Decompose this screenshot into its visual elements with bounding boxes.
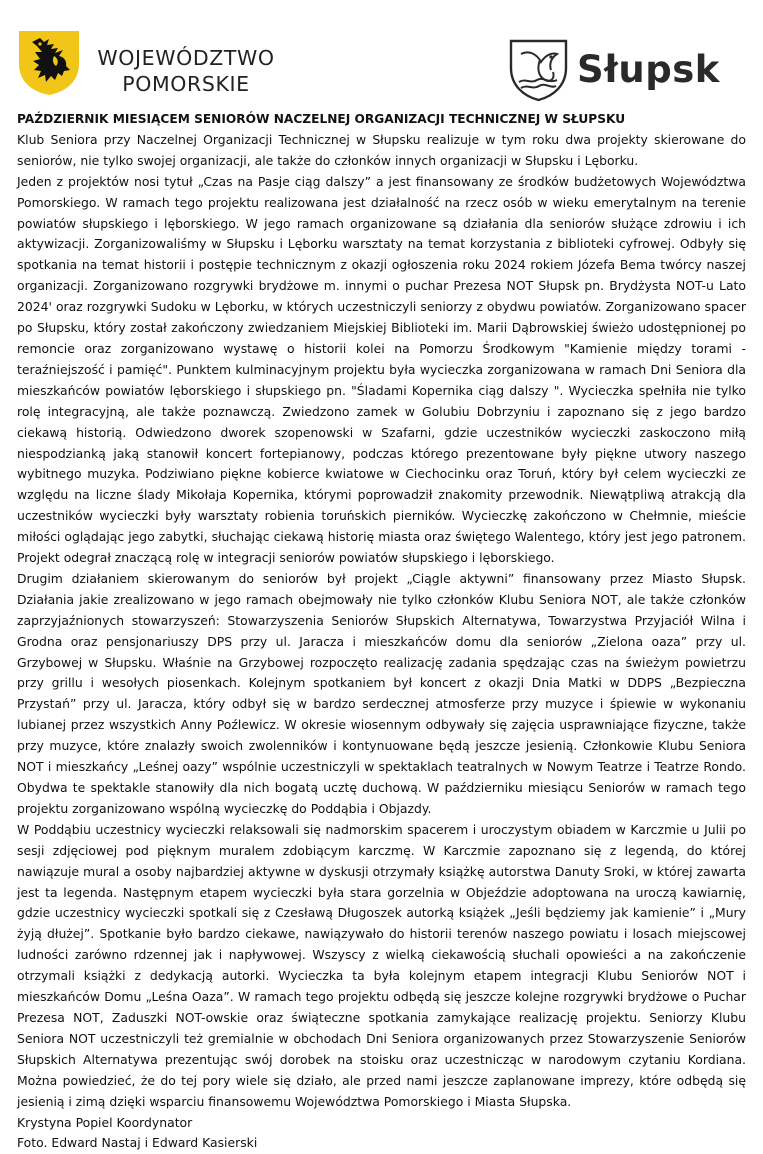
article-signature: Krystyna Popiel Koordynator [17, 1114, 193, 1130]
page-header [0, 0, 763, 108]
article-paragraph-4: W Poddąbiu uczestnicy wycieczki relaksowali się nadmorskim spacerem i uroczystym obiadem w Karczmie u Julii po sesji zdjęciowej pod pięknym muralem zdobiącym karczmę. W Karczmie zapoznano się z legendą, do której nawiązuje mural a osoby najbardziej aktywne w dyskusji otrzymały książkę autorstwa Danuty Sroki, w której zawarta jest ta legenda. Następnym etapem wycieczki była stara gorzelnia w Objeździe adoptowana na uroczą kawiarnię, gdzie uczestnicy wycieczki spotkali się z Czesławą Długoszek autorką książek „Jeśli będziemy jak kamienie” i „Mury żyją dłużej”. Spotkanie było bardzo ciekawe, nawiązywało do historii terenów naszego powiatu i losach miejscowej ludności zarówno rdzennej jak i napływowej. Wszyscy z wielką ciekawością słuchali opowieści a na zakończenie otrzymali książki z dedykacją autorki. Wycieczka ta była kolejnym etapem integracji Klubu Seniorów NOT i mieszkańców Domu „Leśna Oaza”. W ramach tego projektu odbędą się jeszcze kolejne rozgrywki brydżowe o Puchar Prezesa NOT, Zaduszki NOT-owskie oraz świąteczne spotkania zamykające realizację projektu. Seniorzy Klubu Seniora NOT uczestniczyli też gremialnie w obchodach Dni Seniora organizowanych przez Stowarzyszenie Seniorów Słupskich Alternatywa prezentując swój dorobek na stoisku oraz uczestnicząc w narodowym czytaniu Kordiana. Można powiedzieć, że do tej pory wiele się działo, ale przed nami jeszcze zaplanowane imprezy, które odbędą się jesienią i zimą dzięki wsparciu finansowemu Województwa Pomorskiego i Miasta Słupska. [17, 821, 746, 1109]
article-paragraph-2: Jeden z projektów nosi tytuł „Czas na Pasje ciąg dalszy” a jest finansowany ze środków budżetowych Województwa Pomorskiego. W ramach tego projektu realizowana jest działalność na rzecz osób w wieku emerytalnym na terenie powiatów słupskiego i lęborskiego. W jego ramach organizowane są działania dla seniorów służące zdrowiu i ich aktywizacji. Zorganizowaliśmy w Słupsku i Lęborku warsztaty na temat korzystania z biblioteki cyfrowej. Odbyły się spotkania na temat historii i postępie technicznym z okazji ogłoszenia roku 2024 rokiem Józefa Bema twórcy naszej organizacji. Zorganizowano rozgrywki brydżowe m. innymi o puchar Prezesa NOT Słupsk pn. Brydżysta NOT-u Lato 2024' oraz rozgrywki Sudoku w Lęborku, w których uczestniczyli seniorzy z obydwu powiatów. Zorganizowano spacer po Słupsku, który został zakończony zwiedzaniem Miejskiej Biblioteki im. Marii Dąbrowskiej świeżo udostępnionej po remoncie oraz zorganizowano wystawę o historii kolei na Pomorzu Środkowym "Kamienie między torami - teraźniejszość i pamięć". Punktem kulminacyjnym projektu była wycieczka zorganizowana w ramach Dni Seniora dla mieszkańców powiatów lęborskiego i słupskiego pn. "Śladami Kopernika ciąg dalszy ". Wycieczka spełniła nie tylko rolę integracyjną, ale także poznawczą. Zwiedzono zamek w Golubiu Dobrzyniu i zapoznano się z jego bardzo ciekawą historią. Odwiedzono dworek szopenowski w Szafarni, gdzie uczestników wycieczki zaskoczono miłą niespodzianką jaką stanowił koncert fortepianowy, podczas którego prezentowane były piękne utwory naszego wybitnego muzyka. Podziwiano piękne kobierce kwiatowe w Ciechocinku oraz Toruń, który był celem wycieczki ze względu na liczne ślady Mikołaja Kopernika, którymi poprowadził znakomity przewodnik. Niewątpliwą atrakcją dla uczestników wycieczki były warsztaty robienia toruńskich pierników. Wycieczkę zakończono w Chełmnie, mieście miłości oglądając jego zabytki, słuchając ciekawą historię miasta oraz świętego Walentego, który jest jego patronem. Projekt odegrał znaczącą rolę w integracji seniorów powiatów słupskiego i lęborskiego. [17, 173, 746, 566]
article [17, 109, 746, 1154]
slupsk-wordmark: Słupsk [577, 48, 720, 91]
voivodeship-wordmark [91, 45, 281, 97]
wordmark-line-1: WOJEWÓDZTWO [97, 46, 275, 70]
slupsk-coat-of-arms-icon [507, 38, 570, 102]
wordmark-line-2: POMORSKIE [122, 72, 250, 96]
article-title: PAŹDZIERNIK MIESIĄCEM SENIORÓW NACZELNEJ ORGANIZACJI TECHNICZNEJ W SŁUPSKU [17, 112, 626, 126]
photo-credit: Foto. Edward Nastaj i Edward Kasierski [17, 1135, 258, 1151]
pomorskie-griffin-coat-of-arms-icon [18, 30, 80, 96]
article-paragraph-3: Drugim działaniem skierowanym do seniorów był projekt „Ciągle aktywni” finansowany przez Miasto Słupsk. Działania jakie zrealizowano w jego ramach obejmowały nie tylko członków Klubu Seniora NOT, ale także członków zaprzyjaźnionych stowarzyszeń: Stowarzyszenia Seniorów Słupskich Alternatywa, Towarzystwa Przyjaciół Wilna i Grodna oraz pensjonariuszy DPS przy ul. Jaracza i mieszkańców domu dla seniorów „Zielona oaza” przy ul. Grzybowej w Słupsku. Właśnie na Grzybowej rozpoczęto realizację zadania spędzając czas na świeżym powietrzu przy grillu i wesołych piosenkach. Kolejnym spotkaniem był koncert z okazji Dnia Matki w DDPS „Bezpieczna Przystań” przy ul. Jaracza, który odbył się w bardzo serdecznej atmosferze przy muzyce i śpiewie w wykonaniu lubianej przez wszystkich Anny Poźlewicz. W okresie wiosennym odbywały się zajęcia usprawniające fizyczne, także przy muzyce, które znalazły swoich zwolenników i kontynuowane będą jeszcze jesienią. Członkowie Klubu Seniora NOT i mieszkańcy „Leśnej oazy” wspólnie uczestniczyli w spektaklach teatralnych w Nowym Teatrze i Teatrze Rondo. Obydwa te spektakle stanowiły dla nich bogatą ucztę duchową. W październiku miesiącu Seniorów w ramach tego projektu zorganizowano wspólną wycieczkę do Poddąbia i Objazdy. [17, 570, 746, 816]
article-paragraph-1: Klub Seniora przy Naczelnej Organizacji Technicznej w Słupsku realizuje w tym roku dwa projekty skierowane do seniorów, nie tylko swojej organizacji, ale także do członków innych organizacji w Słupsku i Lęborku. [17, 131, 746, 168]
